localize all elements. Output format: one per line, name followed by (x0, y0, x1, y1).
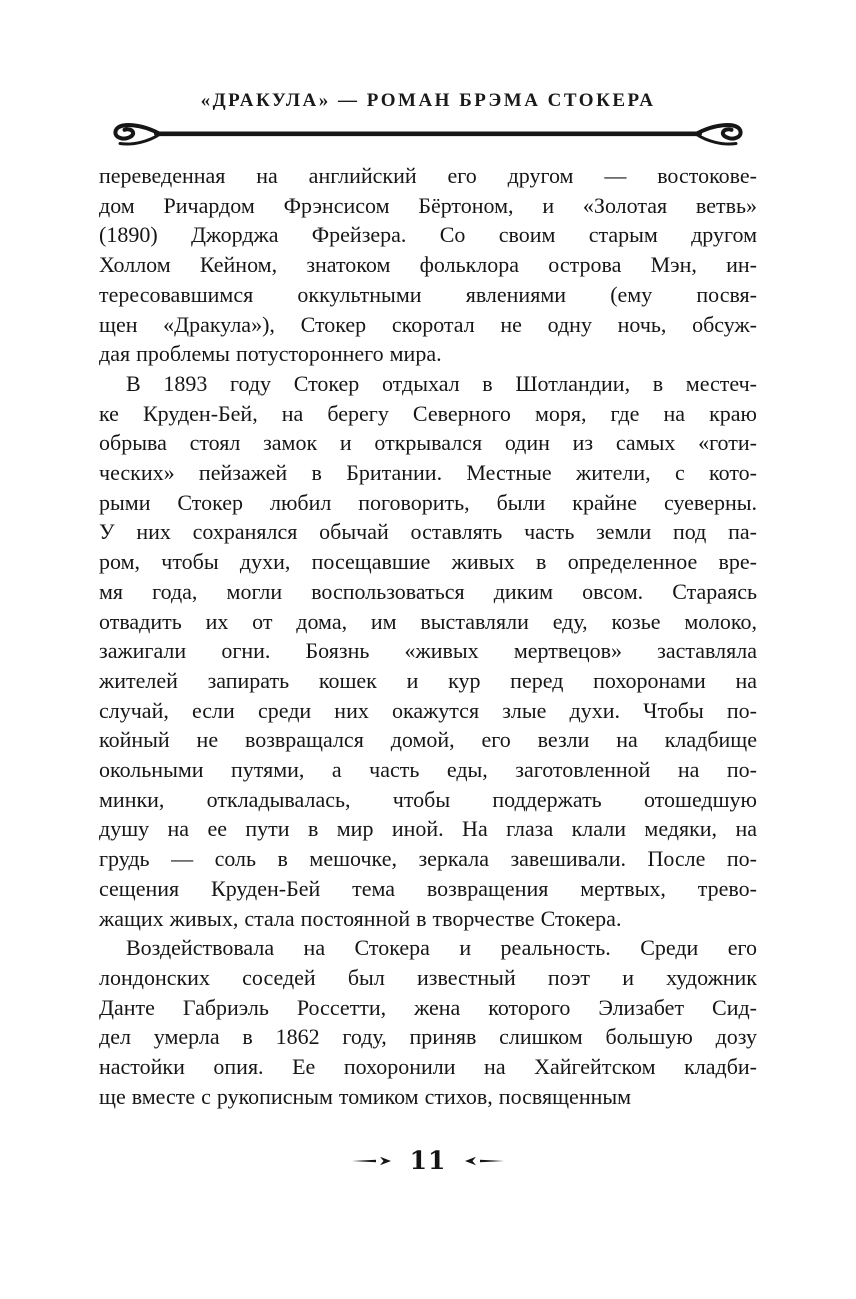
text-line: душу на ее пути в мир иной. На глаза клали медяки, на (99, 816, 757, 842)
text-line: сещения Круден-Бей тема возвращения мертвых, трево- (99, 875, 757, 901)
text-line: дел умерла в 1862 году, приняв слишком большую дозу (99, 1024, 757, 1050)
paragraph (99, 933, 757, 1111)
text-line: отвадить их от дома, им выставляли еду, козье молоко, (99, 608, 757, 634)
text-line: дая проблемы потустороннего мира. (99, 341, 442, 367)
text-line: жителей запирать кошек и кур перед похоронами на (99, 667, 757, 693)
text-line: переведенная на английский его другом — востокове- (99, 163, 757, 188)
text-line: Воздействовала на Стокера и реальность. Среди его (126, 935, 757, 961)
text-line: койный не возвращался домой, его везли на кладбище (99, 727, 757, 753)
text-line: минки, откладывалась, чтобы поддержать отошедшую (99, 786, 757, 812)
text-line: случай, если среди них окажутся злые духи. Чтобы по- (99, 697, 757, 723)
text-line: рыми Стокер любил поговорить, были крайне суеверны. (99, 489, 757, 515)
text-line: лондонских соседей был известный поэт и художник (99, 964, 757, 990)
text-line: ке Круден-Бей, на берегу Северного моря, где на краю (99, 400, 757, 426)
text-line: мя года, могли воспользоваться диким овсом. Стараясь (99, 578, 757, 604)
text-line: щен «Дракула»), Стокер скоротал не одну ночь, обсуж- (99, 311, 757, 337)
paragraph (99, 161, 757, 369)
text-line: дом Ричардом Фрэнсисом Бёртоном, и «Золотая ветвь» (99, 192, 757, 218)
text-line: Данте Габриэль Россетти, жена которого Элизабет Сид- (99, 994, 757, 1020)
body-text (99, 161, 757, 1112)
text-line: (1890) Джорджа Фрейзера. Со своим старым другом (99, 222, 757, 248)
text-line: жащих живых, стала постоянной в творчестве Стокера. (99, 905, 622, 931)
text-line: ром, чтобы духи, посещавшие живых в определенное вре- (99, 549, 757, 575)
page-number-ornament-left-icon (350, 1154, 394, 1168)
text-line: обрыва стоял замок и открывался один из самых «готи- (99, 430, 757, 456)
text-line: настойки опия. Ее похоронили на Хайгейтском кладби- (99, 1054, 757, 1080)
text-line: грудь — соль в мешочке, зеркала завешивали. После по- (99, 846, 757, 872)
text-line: окольными путями, а часть еды, заготовленной на по- (99, 757, 757, 783)
text-line: В 1893 году Стокер отдыхал в Шотландии, в местеч- (126, 370, 757, 396)
page-number-ornament-right-icon (462, 1154, 506, 1168)
text-line: зажигали огни. Боязнь «живых мертвецов» заставляла (99, 638, 757, 664)
text-line: Холлом Кейном, знатоком фольклора острова Мэн, ин- (99, 252, 757, 278)
page-footer (0, 1146, 856, 1175)
text-line: ще вместе с рукописным томиком стихов, посвященным (99, 1083, 632, 1109)
text-line: У них сохранялся обычай оставлять часть земли под па- (99, 519, 757, 545)
paragraph (99, 369, 757, 933)
page-number: 11 (409, 1146, 447, 1175)
text-line: ческих» пейзажей в Британии. Местные жители, с кото- (99, 460, 757, 486)
text-line: тересовавшимся оккультными явлениями (ему посвя- (99, 281, 757, 307)
header-flourish-ornament (108, 121, 748, 147)
running-head-title: «ДРАКУЛА» — РОМАН БРЭМА СТОКЕРА (200, 90, 656, 111)
